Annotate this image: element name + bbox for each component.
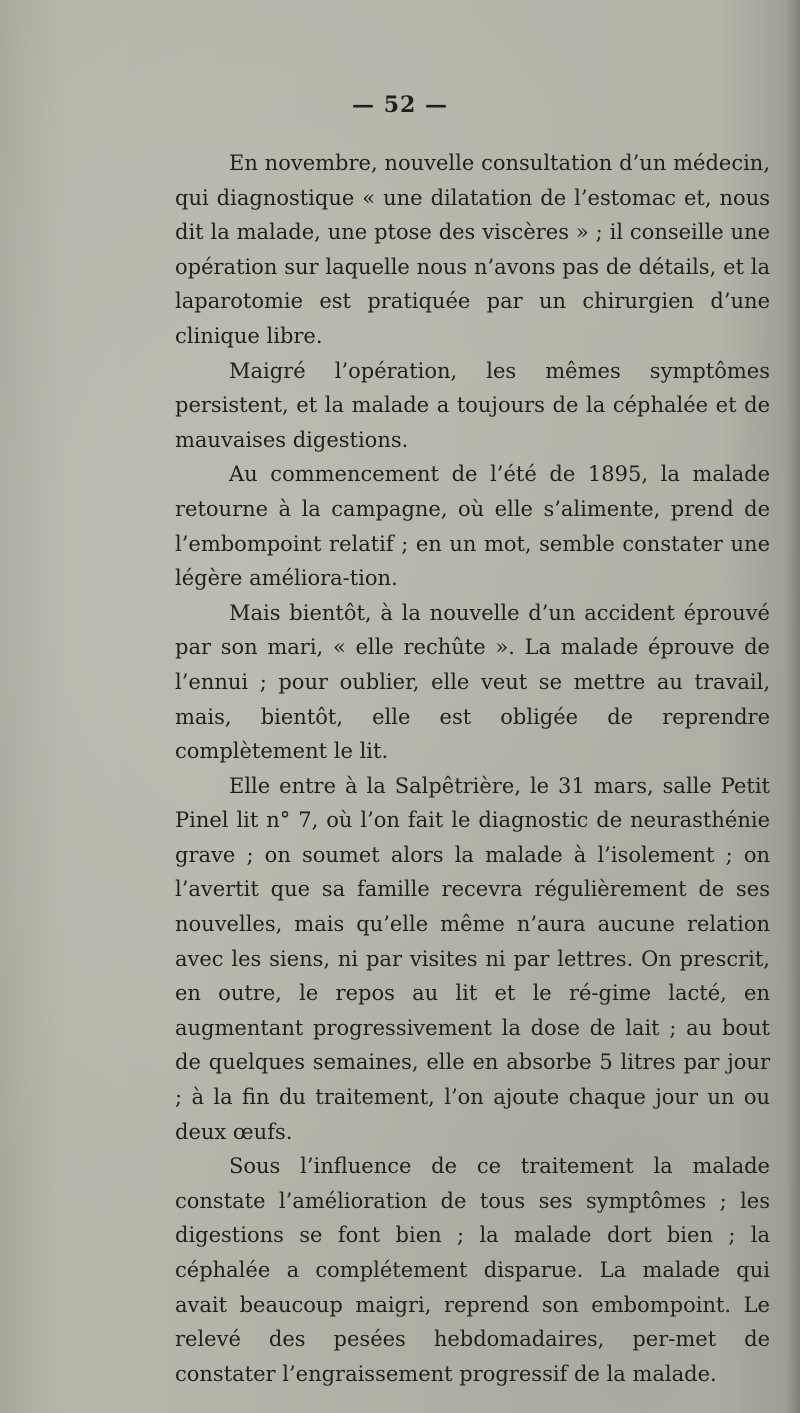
paragraph: Elle entre à la Salpêtrière, le 31 mars, salle Petit Pinel lit n° 7, où l’on fait le diagnostic de neurasthénie grave ; on soumet alors la malade à l’isolement ; on l’avertit que sa famille recevra régulièrement de ses nouvelles, mais qu’elle même n’aura aucune relation avec les siens, ni par visites ni par lettres. On prescrit, en outre, le repos au lit et le ré-gime lacté, en augmentant progressivement la dose de lait ; au bout de quelques semaines, elle en absorbe 5 litres par jour ; à la fin du traitement, l’on ajoute chaque jour un ou deux œufs. xyxy=(175,773,770,1144)
paragraph: En novembre, nouvelle consultation d’un médecin, qui diagnostique « une dilatation de l’estomac et, nous dit la malade, une ptose des viscères » ; il conseille une opération sur laquelle nous n’avons pas de détails, et la laparotomie est pratiquée par un chirurgien d’une clinique libre. xyxy=(175,151,770,348)
page-edge-shadow xyxy=(786,0,800,1413)
page-number: — 52 — xyxy=(352,92,448,118)
paragraph: Sous l’influence de ce traitement la malade constate l’amélioration de tous ses symptômes ; les digestions se font bien ; la malade dort bien ; la céphalée a complétement disparue. La malade qui avait beaucoup maigri, reprend son embompoint. Le relevé des pesées hebdomadaires, per-met de constater l’engraissement progressif de la malade. xyxy=(175,1154,770,1386)
body-text xyxy=(175,146,770,1391)
paragraph: Maigré l’opération, les mêmes symptômes persistent, et la malade a toujours de la céphalée et de mauvaises digestions. xyxy=(175,358,770,452)
paragraph: Mais bientôt, à la nouvelle d’un accident éprouvé par son mari, « elle rechûte ». La malade éprouve de l’ennui ; pour oublier, elle veut se mettre au travail, mais, bientôt, elle est obligée de reprendre complètement le lit. xyxy=(175,600,770,764)
paragraph: Au commencement de l’été de 1895, la malade retourne à la campagne, où elle s’alimente, prend de l’embompoint relatif ; en un mot, semble constater une légère améliora-tion. xyxy=(175,462,770,591)
